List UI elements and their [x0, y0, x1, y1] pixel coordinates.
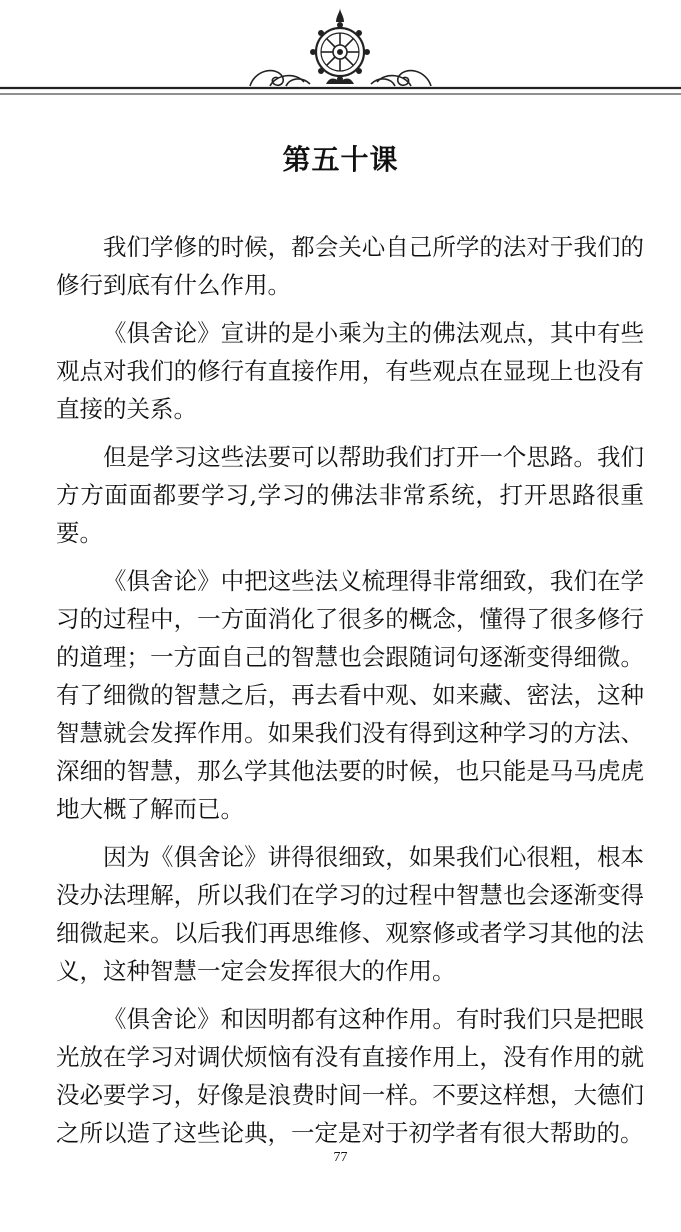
dharma-wheel-icon [310, 8, 370, 84]
header-ornament [0, 0, 681, 110]
page-header [0, 0, 681, 110]
page-number: 77 [333, 1150, 348, 1165]
paragraph: 《俱舍论》中把这些法义梳理得非常细致，我们在学习的过程中，一方面消化了很多的概念，懂得了很多修行的道理；一方面自己的智慧也会跟随词句逐渐变得细微。有了细微的智慧之后，再去看中观、如来藏、密法，这种智慧就会发挥作用。如果我们没有得到这种学习的方法、深细的智慧，那么学其他法要的时候，也只能是马马虎虎地大概了解而已。 [56, 567, 644, 823]
paragraph: 但是学习这些法要可以帮助我们打开一个思路。我们方方面面都要学习,学习的佛法非常系统，打开思路很重要。 [56, 443, 644, 547]
body-text [56, 228, 644, 1162]
paragraph: 《俱舍论》和因明都有这种作用。有时我们只是把眼光放在学习对调伏烦恼有没有直接作用上，没有作用的就没必要学习，好像是浪费时间一样。不要这样想，大德们之所以造了这些论典，一定是对于初学者有很大帮助的。 [56, 1005, 644, 1147]
paragraph: 我们学修的时候，都会关心自己所学的法对于我们的修行到底有什么作用。 [56, 233, 644, 299]
paragraph: 《俱舍论》宣讲的是小乘为主的佛法观点，其中有些观点对我们的修行有直接作用，有些观点在显现上也没有直接的关系。 [56, 319, 644, 423]
paragraph: 因为《俱舍论》讲得很细致，如果我们心很粗，根本没办法理解，所以我们在学习的过程中智慧也会逐渐变得细微起来。以后我们再思维修、观察修或者学习其他的法义，这种智慧一定会发挥很大的作用。 [56, 843, 644, 985]
page-title: 第五十课 [282, 143, 399, 176]
